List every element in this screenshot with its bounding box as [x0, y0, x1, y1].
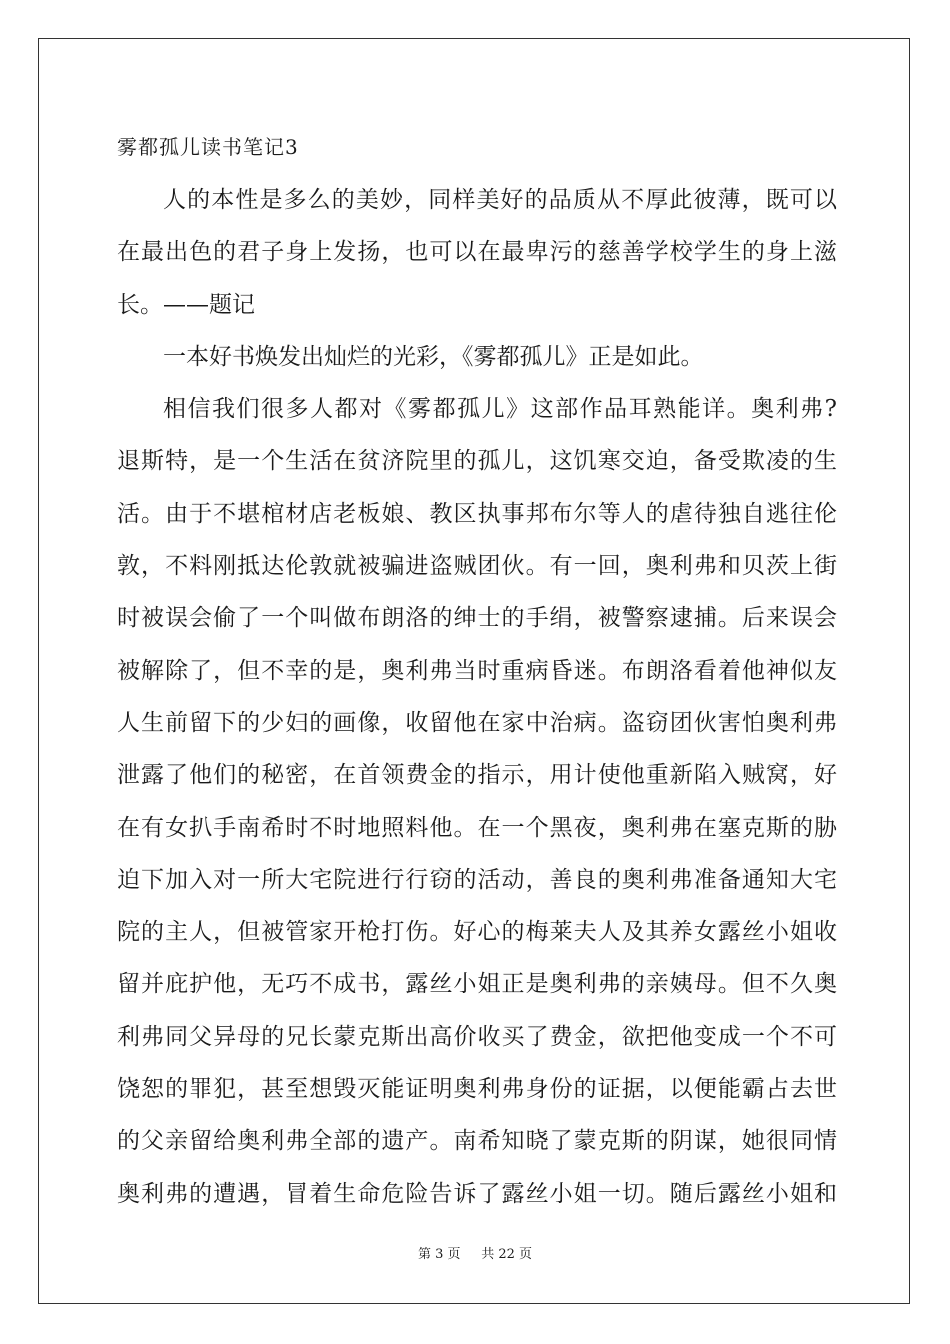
- text-line: 的父亲留给奥利弗全部的遗产。南希知晓了蒙克斯的阴谋，她很同情: [117, 1128, 837, 1155]
- page-number: 第 3 页: [417, 1247, 461, 1262]
- text-line: 在有女扒手南希时不时地照料他。在一个黑夜，奥利弗在塞克斯的胁: [117, 814, 837, 841]
- text-line: 泄露了他们的秘密，在首领费金的指示，用计使他重新陷入贼窝，好: [117, 762, 837, 789]
- text-line: 人的本性是多么的美妙，同样美好的品质从不厚此彼薄，既可以: [163, 187, 837, 213]
- footer-gap: [465, 1247, 477, 1262]
- page-footer: [0, 1246, 950, 1264]
- text-line: 一本好书焕发出灿烂的光彩，《雾都孤儿》正是如此。: [163, 343, 704, 370]
- text-line: 在最出色的君子身上发扬，也可以在最卑污的慈善学校学生的身上滋: [117, 239, 837, 266]
- text-line: 饶恕的罪犯，甚至想毁灭能证明奥利弗身份的证据，以便能霸占去世: [117, 1076, 837, 1103]
- text-line: 被解除了，但不幸的是，奥利弗当时重病昏迷。布朗洛看着他神似友: [117, 657, 837, 684]
- document-body: [117, 180, 837, 1226]
- text-line: 奥利弗的遭遇，冒着生命危险告诉了露丝小姐一切。随后露丝小姐和: [117, 1180, 837, 1207]
- text-line: 敦，不料刚抵达伦敦就被骗进盗贼团伙。有一回，奥利弗和贝茨上街: [117, 553, 837, 580]
- text-line: 时被误会偷了一个叫做布朗洛的绅士的手绢，被警察逮捕。后来误会: [117, 605, 837, 632]
- text-line: 相信我们很多人都对《雾都孤儿》这部作品耳熟能详。奥利弗?: [163, 396, 837, 423]
- total-pages: 共 22 页: [481, 1247, 533, 1262]
- text-line: 留并庇护他，无巧不成书，露丝小姐正是奥利弗的亲姨母。但不久奥: [117, 971, 837, 998]
- document-title: 雾都孤儿读书笔记3: [117, 135, 299, 159]
- text-line: 退斯特，是一个生活在贫济院里的孤儿，这饥寒交迫，备受欺凌的生: [117, 448, 837, 475]
- text-line: 迫下加入对一所大宅院进行行窃的活动，善良的奥利弗准备通知大宅: [117, 866, 837, 893]
- text-line: 人生前留下的少妇的画像，收留他在家中治病。盗窃团伙害怕奥利弗: [117, 709, 837, 736]
- text-line: 活。由于不堪棺材店老板娘、教区执事邦布尔等人的虐待独自逃往伦: [117, 500, 837, 527]
- text-line: 利弗同父异母的兄长蒙克斯出高价收买了费金，欲把他变成一个不可: [117, 1023, 837, 1050]
- text-line: 院的主人，但被管家开枪打伤。好心的梅莱夫人及其养女露丝小姐收: [117, 919, 837, 946]
- text-line: 长。——题记: [117, 291, 255, 318]
